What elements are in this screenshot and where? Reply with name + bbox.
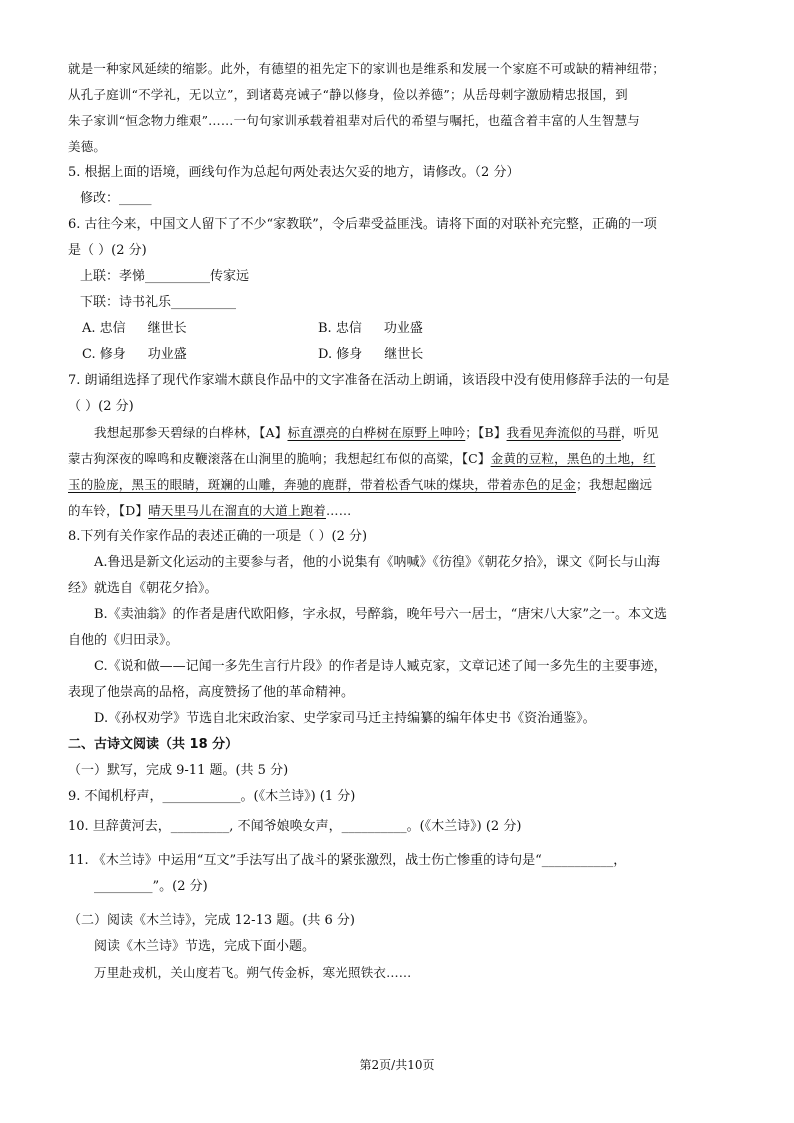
q7-text: ；【B】 [465, 425, 507, 440]
q7-underline-d: 晴天里马儿在溜直的大道上跑着 [148, 503, 326, 518]
reading-instruction: 阅读《木兰诗》节选，完成下面小题。 [94, 939, 316, 954]
q7-text: ；我想起幽远 [576, 477, 653, 492]
q6-option-c [82, 342, 318, 368]
q6-options-row-1 [68, 316, 728, 342]
q7-stem-2: （ ）(2 分) [68, 399, 134, 414]
intro-line-4: 美德。 [68, 139, 107, 154]
q7-text: 蒙古狗深夜的嗥鸣和皮鞭滚落在山涧里的脆响；我想起红布似的高粱，【C】 [68, 451, 491, 466]
q8-option-c-2: 表现了他崇高的品格，高度赞扬了他的革命精神。 [68, 685, 355, 700]
q6-option-c-letter: C. 修身 [82, 347, 126, 362]
poem-excerpt: 万里赴戎机，关山度若飞。朔气传金柝，寒光照铁衣…… [94, 965, 412, 980]
q7-text: 的车铃，【D】 [68, 503, 149, 518]
q8-option-a-1: A.鲁迅是新文化运动的主要参与者，他的小说集有《呐喊》《彷徨》《朝花夕拾》，课文《阿长与山海 [94, 555, 661, 570]
q6-options-row-2 [68, 342, 728, 368]
q7-text: 我想起那参天碧绿的白桦林，【A】 [94, 425, 288, 440]
q7-passage-line-4 [68, 498, 728, 524]
q6-stem-2: 是（ ）(2 分) [68, 243, 147, 258]
q7-underline-c: 金黄的豆粒，黑色的土地，红 [490, 451, 656, 466]
q6-option-b-text: 功业盛 [383, 321, 423, 336]
q6-option-c-text: 功业盛 [147, 347, 187, 362]
q8-option-b-2: 自他的《归田录》。 [68, 633, 179, 648]
q11-line-2: _________”。(2 分) [94, 879, 208, 894]
section-2-sub-1: （一）默写，完成 9-11 题。(共 5 分) [68, 763, 289, 778]
q7-passage-line-1 [68, 420, 728, 446]
q7-text: ，听见 [620, 425, 659, 440]
intro-line-2: 从孔子庭训“不学礼，无以立”，到诸葛亮诫子“静以修身，俭以养德”；从岳母刺字激励精忠报国，到 [68, 87, 628, 102]
page-footer: 第2页/共10页 [359, 1058, 435, 1072]
intro-line-3: 朱子家训“恒念物力维艰”……一句句家训承载着祖辈对后代的希望与嘱托，也蕴含着丰富的人生智慧与 [68, 113, 640, 128]
document-page [68, 56, 728, 986]
q7-underline-b: 我看见奔流似的马群 [506, 425, 621, 440]
q6-upper-couplet: 上联：孝悌__________传家远 [80, 269, 250, 284]
q5-answer: 修改：_____ [80, 191, 152, 206]
q8-option-a-2: 经》就选自《朝花夕拾》。 [68, 581, 218, 596]
q6-option-b [318, 316, 554, 342]
q8-option-c-1: C.《说和做——记闻一多先生言行片段》的作者是诗人臧克家，文章记述了闻一多先生的主要事迹， [94, 659, 667, 674]
q6-option-d-letter: D. 修身 [318, 347, 363, 362]
q6-stem-1: 6. 古往今来，中国文人留下了不少“家教联”，令后辈受益匪浅。请将下面的对联补充完整，正确的一项 [68, 217, 657, 232]
section-2-title: 二、古诗文阅读（共 18 分） [68, 737, 239, 752]
q6-option-a [82, 316, 318, 342]
q5-stem: 5. 根据上面的语境，画线句作为总起句两处表达欠妥的地方，请修改。（2 分） [68, 165, 520, 180]
q6-option-b-letter: B. 忠信 [318, 321, 362, 336]
intro-line-1: 就是一种家风延续的缩影。此外，有德望的祖先定下的家训也是维系和发展一个家庭不可或缺的精神纽带； [68, 61, 665, 76]
q6-option-a-letter: A. 忠信 [82, 321, 126, 336]
q9: 9. 不闻机杼声，____________。(《木兰诗》) (1 分) [68, 789, 356, 804]
q7-underline-c-cont: 玉的脸庞，黑玉的眼睛，斑斓的山雕，奔驰的鹿群，带着松香气味的煤块，带着赤色的足金 [68, 477, 577, 492]
q7-stem-1: 7. 朗诵组选择了现代作家端木蕻良作品中的文字准备在活动上朗诵，该语段中没有使用修辞手法的一句是 [68, 373, 670, 388]
q6-option-d-text: 继世长 [384, 347, 424, 362]
q7-underline-a: 标直漂亮的白桦树在原野上呻吟 [287, 425, 466, 440]
q10: 10. 旦辞黄河去，_________, 不闻爷娘唤女声，__________。(《木兰诗》) (2 分) [68, 819, 522, 834]
q7-text: …… [326, 503, 352, 518]
q8-stem: 8.下列有关作家作品的表述正确的一项是（ ）(2 分) [68, 529, 368, 544]
q7-passage-line-3 [68, 472, 728, 498]
q11-line-1: 11. 《木兰诗》中运用“互文”手法写出了战斗的紧张激烈，战士伤亡惨重的诗句是“___________， [68, 853, 627, 868]
q6-lower-couplet: 下联：诗书礼乐__________ [80, 295, 237, 310]
q6-option-d [318, 342, 554, 368]
q8-option-d-1: D.《孙权劝学》节选自北宋政治家、史学家司马迁主持编纂的编年体史书《资治通鉴》。 [94, 711, 596, 726]
q6-option-a-text: 继世长 [147, 321, 187, 336]
q7-passage-line-2 [68, 446, 728, 472]
q8-option-b-1: B.《卖油翁》的作者是唐代欧阳修，字永叔，号醉翁，晚年号六一居士，“唐宋八大家”之一。本文选 [94, 607, 667, 622]
section-2-sub-2: （二）阅读《木兰诗》，完成 12-13 题。(共 6 分) [68, 913, 355, 928]
